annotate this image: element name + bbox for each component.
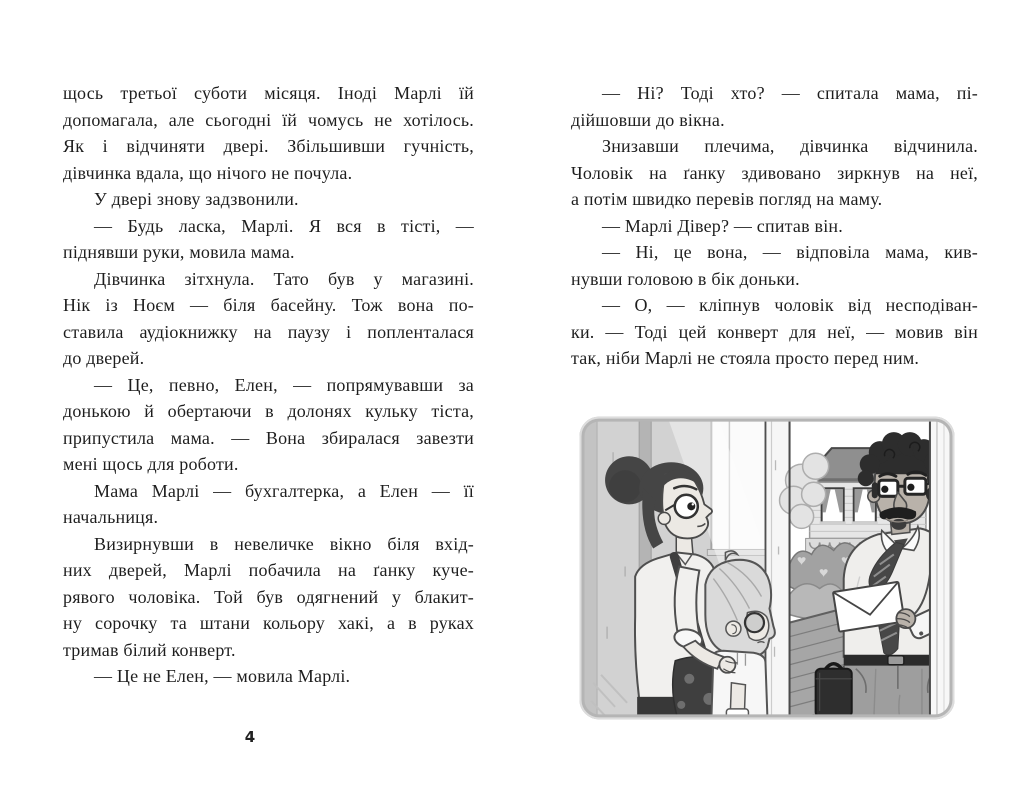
paragraph — [571, 292, 978, 372]
text-line: Дівчинка зітхнула. Тато був у магазині. — [94, 268, 474, 289]
text-line: щось третьої суботи місяця. Іноді Марлі їй — [63, 83, 474, 103]
text-line: — Будь ласка, Марлі. Я вся в тісті, — — [94, 215, 474, 236]
text-line: Нік із Ноєм — біля басейну. Тож вона по- — [63, 295, 474, 315]
man-mouth — [891, 519, 906, 530]
text-line: ки. — Тоді цей конверт для неї, — мовив він — [571, 321, 978, 342]
paragraph — [63, 213, 474, 266]
text-line: мені щось для роботи. — [63, 454, 239, 474]
text-line: Знизавши плечима, дівчинка відчинила. — [602, 136, 978, 156]
right-page-text — [571, 80, 978, 372]
text-line: — Це не Елен, — мовила Марлі. — [94, 666, 351, 686]
text-line: У двері знову задзвонили. — [94, 189, 299, 209]
text-line: — Марлі Дівер? — спитав він. — [602, 215, 843, 236]
text-line: припустила мама. — Вона збиралася завезти — [63, 427, 474, 448]
text-line: ставила аудіокнижку на паузу і попленталася — [63, 321, 474, 342]
text-line: дійшовши до вікна. — [571, 109, 725, 130]
paragraph — [571, 133, 978, 213]
paragraph — [63, 478, 474, 531]
page-number: 4 — [244, 728, 256, 746]
paragraph — [63, 531, 474, 664]
paragraph — [63, 186, 474, 213]
text-line: Чоловік на ґанку здивовано зиркнув на неї, — [571, 162, 978, 183]
text-line: донькою й обертаючи в долонях кульку тіста, — [63, 401, 474, 421]
paragraph — [63, 266, 474, 372]
left-page-text — [63, 80, 474, 690]
belt-buckle — [888, 656, 904, 665]
text-line: дівчинка вдала, що нічого не почула. — [63, 162, 353, 183]
text-line: тримав білий конверт. — [63, 639, 236, 660]
paragraph — [571, 213, 978, 240]
text-line: так, ніби Марлі не стояла просто перед ним. — [571, 348, 920, 368]
paragraph — [63, 663, 474, 690]
text-line: ну сорочку та штани кольору хакі, а в руках — [63, 613, 474, 633]
text-line: — Ні, це вона, — відповіла мама, кив- — [602, 242, 978, 262]
text-line: Мама Марлі — бухгалтерка, а Елен — її — [94, 480, 474, 501]
text-line: них дверей, Марлі побачила на ґанку куче- — [63, 560, 474, 580]
paragraph — [571, 239, 978, 292]
paragraph — [63, 80, 474, 186]
text-line: — О, — кліпнув чоловік від несподіван- — [602, 295, 978, 315]
text-line: Як і відчиняти двері. Збільшивши гучність, — [63, 136, 474, 156]
girl-figure — [705, 551, 775, 720]
text-line: Визирнувши в невеличке вікно біля вхід- — [94, 533, 474, 554]
text-line: допомагала, але сьогодні їй чомусь не хотілось. — [63, 109, 474, 130]
text-line: начальниця. — [63, 507, 159, 527]
briefcase — [816, 664, 852, 717]
text-line: піднявши руки, мовила мама. — [63, 242, 295, 262]
text-line: — Ні? Тоді хто? — спитала мама, пі- — [602, 83, 978, 103]
mom-ear — [658, 512, 670, 524]
text-line: а потім швидко перевів погляд на маму. — [571, 189, 883, 209]
text-line: до дверей. — [63, 348, 145, 368]
text-line: — Це, певно, Елен, — попрямувавши за — [94, 374, 474, 395]
story-illustration — [579, 416, 955, 720]
girl-glasses — [745, 613, 764, 632]
text-line: рявого чоловіка. Той був одягнений у блакит- — [63, 586, 474, 607]
text-line: нувши головою в бік доньки. — [571, 268, 800, 289]
girl-hair — [705, 560, 775, 656]
illustration-svg — [579, 416, 955, 720]
paragraph — [571, 80, 978, 133]
paragraph — [63, 372, 474, 478]
open-door-edge — [765, 416, 789, 720]
